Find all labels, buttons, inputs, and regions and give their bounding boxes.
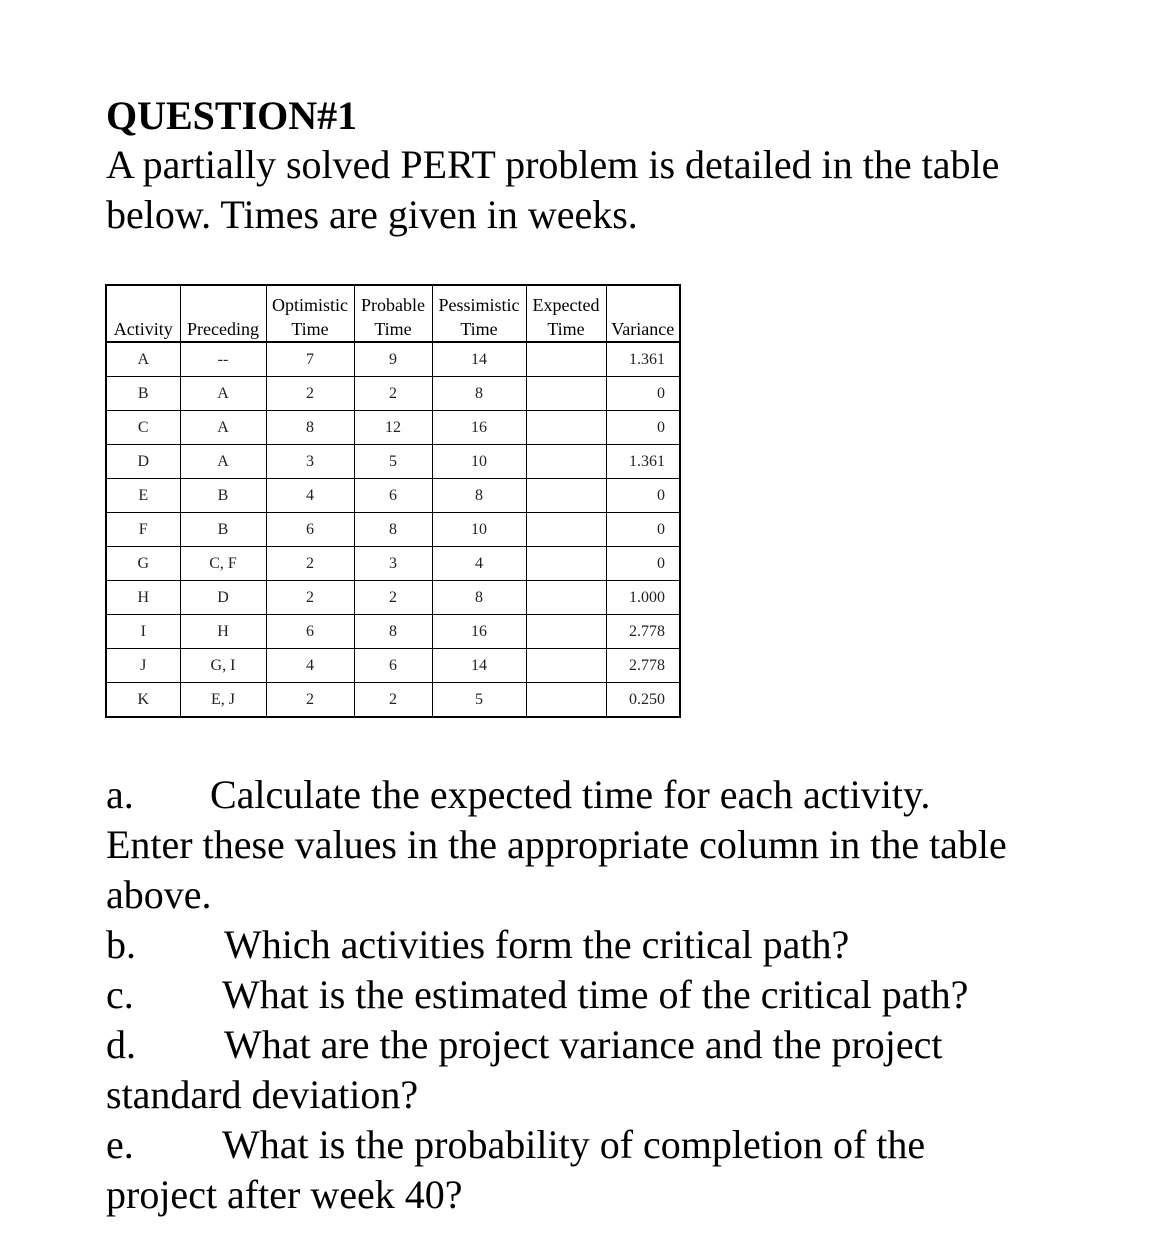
table-header-row (106, 285, 680, 342)
question-d-continuation (106, 1070, 1126, 1120)
cell-optimistic: 2 (266, 377, 354, 411)
cell-preceding: C, F (180, 547, 266, 581)
cell-probable: 5 (354, 445, 432, 479)
cell-expected (526, 615, 606, 649)
questions-section (106, 770, 1126, 1220)
cell-variance: 0.250 (606, 683, 680, 718)
page-title: QUESTION#1 (106, 93, 358, 138)
cell-optimistic: 3 (266, 445, 354, 479)
table-row (106, 377, 680, 411)
cell-preceding: H (180, 615, 266, 649)
cell-expected (526, 342, 606, 377)
question-label: d. (106, 1022, 136, 1067)
cell-preceding: -- (180, 342, 266, 377)
cell-variance: 0 (606, 411, 680, 445)
table-row (106, 411, 680, 445)
cell-preceding: B (180, 513, 266, 547)
cell-optimistic: 6 (266, 513, 354, 547)
cell-preceding: A (180, 411, 266, 445)
question-text: What are the project variance and the project (224, 1022, 943, 1067)
cell-pessimistic: 4 (432, 547, 526, 581)
cell-variance: 2.778 (606, 615, 680, 649)
cell-preceding: A (180, 377, 266, 411)
cell-activity: D (106, 445, 180, 479)
cell-probable: 9 (354, 342, 432, 377)
table-row (106, 581, 680, 615)
cell-expected (526, 479, 606, 513)
question-d (106, 1020, 1126, 1070)
cell-probable: 3 (354, 547, 432, 581)
question-text: project after week 40? (106, 1172, 463, 1217)
cell-expected (526, 581, 606, 615)
table-row (106, 649, 680, 683)
header-expected-time: Expected Time (526, 285, 606, 342)
cell-pessimistic: 8 (432, 479, 526, 513)
cell-probable: 2 (354, 581, 432, 615)
cell-probable: 2 (354, 683, 432, 718)
cell-optimistic: 2 (266, 547, 354, 581)
cell-expected (526, 513, 606, 547)
cell-expected (526, 547, 606, 581)
question-text: What is the estimated time of the critical path? (222, 972, 969, 1017)
cell-optimistic: 8 (266, 411, 354, 445)
cell-pessimistic: 16 (432, 615, 526, 649)
question-label: c. (106, 972, 134, 1017)
cell-variance: 2.778 (606, 649, 680, 683)
cell-expected (526, 411, 606, 445)
pert-table (105, 284, 681, 718)
cell-activity: I (106, 615, 180, 649)
cell-optimistic: 2 (266, 683, 354, 718)
cell-activity: J (106, 649, 180, 683)
question-label: b. (106, 922, 136, 967)
cell-optimistic: 4 (266, 649, 354, 683)
cell-pessimistic: 16 (432, 411, 526, 445)
cell-pessimistic: 8 (432, 581, 526, 615)
cell-probable: 8 (354, 615, 432, 649)
question-text: Calculate the expected time for each activity. (210, 772, 931, 817)
header-activity: Activity (106, 285, 180, 342)
cell-activity: K (106, 683, 180, 718)
table-row (106, 513, 680, 547)
table-row (106, 683, 680, 718)
question-b (106, 920, 1126, 970)
header-probable-time: Probable Time (354, 285, 432, 342)
cell-activity: E (106, 479, 180, 513)
cell-activity: C (106, 411, 180, 445)
header-pessimistic-time: Pessimistic Time (432, 285, 526, 342)
table-row (106, 547, 680, 581)
cell-optimistic: 2 (266, 581, 354, 615)
cell-activity: A (106, 342, 180, 377)
question-text: Enter these values in the appropriate column in the table (106, 822, 1007, 867)
cell-optimistic: 4 (266, 479, 354, 513)
intro-line: A partially solved PERT problem is detailed in the table (106, 142, 1000, 187)
cell-pessimistic: 8 (432, 377, 526, 411)
cell-preceding: D (180, 581, 266, 615)
cell-expected (526, 377, 606, 411)
cell-variance: 1.361 (606, 342, 680, 377)
cell-activity: G (106, 547, 180, 581)
cell-pessimistic: 5 (432, 683, 526, 718)
cell-variance: 0 (606, 479, 680, 513)
question-text: What is the probability of completion of the (222, 1122, 926, 1167)
table-row (106, 615, 680, 649)
cell-expected (526, 649, 606, 683)
cell-probable: 2 (354, 377, 432, 411)
cell-pessimistic: 14 (432, 342, 526, 377)
table-row (106, 342, 680, 377)
question-text: standard deviation? (106, 1072, 419, 1117)
question-label: e. (106, 1122, 134, 1167)
table-row (106, 445, 680, 479)
cell-preceding: G, I (180, 649, 266, 683)
cell-preceding: B (180, 479, 266, 513)
cell-activity: F (106, 513, 180, 547)
cell-expected (526, 445, 606, 479)
cell-probable: 12 (354, 411, 432, 445)
intro-line: below. Times are given in weeks. (106, 192, 638, 237)
cell-optimistic: 6 (266, 615, 354, 649)
question-text: Which activities form the critical path? (224, 922, 850, 967)
intro-paragraph (106, 140, 1106, 240)
cell-probable: 6 (354, 649, 432, 683)
question-text: above. (106, 872, 212, 917)
cell-optimistic: 7 (266, 342, 354, 377)
question-e (106, 1120, 1126, 1170)
header-optimistic-time: Optimistic Time (266, 285, 354, 342)
question-c (106, 970, 1126, 1020)
question-a-continuation (106, 820, 1126, 870)
cell-probable: 8 (354, 513, 432, 547)
cell-expected (526, 683, 606, 718)
cell-variance: 0 (606, 547, 680, 581)
cell-activity: B (106, 377, 180, 411)
cell-pessimistic: 10 (432, 513, 526, 547)
question-label: a. (106, 772, 134, 817)
question-a (106, 770, 1126, 820)
cell-pessimistic: 14 (432, 649, 526, 683)
cell-variance: 1.361 (606, 445, 680, 479)
question-a-continuation (106, 870, 1126, 920)
cell-preceding: E, J (180, 683, 266, 718)
header-preceding: Preceding (180, 285, 266, 342)
cell-preceding: A (180, 445, 266, 479)
question-e-continuation (106, 1170, 1126, 1220)
cell-pessimistic: 10 (432, 445, 526, 479)
cell-variance: 0 (606, 513, 680, 547)
header-variance: Variance (606, 285, 680, 342)
cell-variance: 1.000 (606, 581, 680, 615)
cell-probable: 6 (354, 479, 432, 513)
cell-activity: H (106, 581, 180, 615)
table-row (106, 479, 680, 513)
cell-variance: 0 (606, 377, 680, 411)
